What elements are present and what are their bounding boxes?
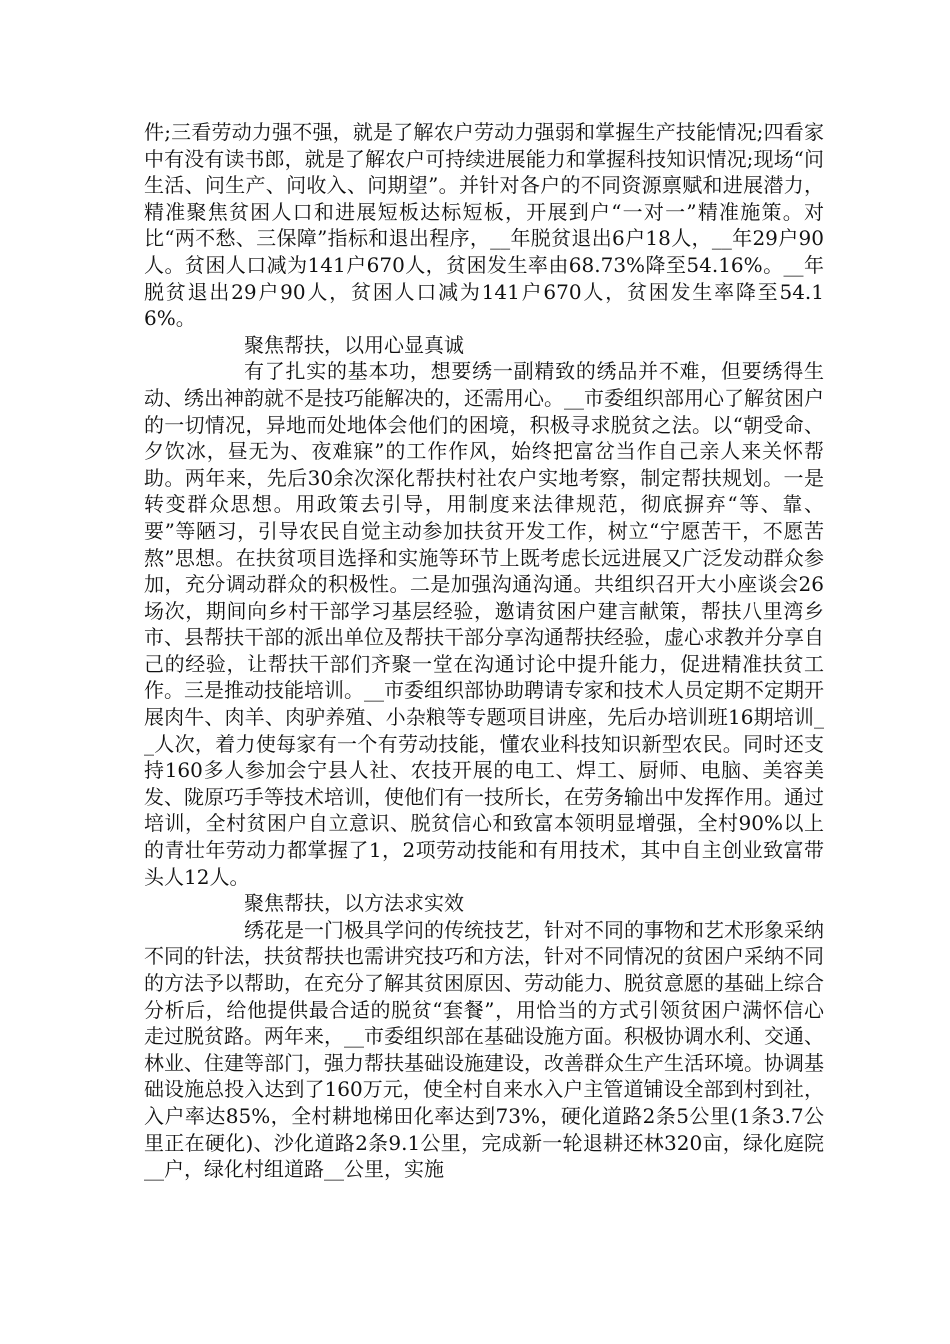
paragraph-intro: 件;三看劳动力强不强，就是了解农户劳动力强弱和掌握生产技能情况;四看家中有没有读书郎，就是了解农户可持续进展能力和掌握科技知识情况;现场“问生活、问生产、问收入、问期望”。并针对各户的不同资源禀赋和进展潜力，精准聚焦贫困人口和进展短板达标短板，开展到户“一对一”精准施策。对比“两不愁、三保障”指标和退出程序，__年脱贫退出6户18人，__年29户90人。贫困人口减为141户670人，贫困发生率由68.73%降至54.16%。__年脱贫退出29户90人，贫困人口减为141户670人，贫困发生率降至54.16%。 <box>144 120 824 331</box>
document-body <box>144 119 824 1183</box>
paragraph-methods: 绣花是一门极具学问的传统技艺，针对不同的事物和艺术形象采纳不同的针法，扶贫帮扶也需讲究技巧和方法，针对不同情况的贫困户采纳不同的方法予以帮助，在充分了解其贫困原因、劳动能力、脱贫意愿的基础上综合分析后，给他提供最合适的脱贫“套餐”，用恰当的方式引领贫困户满怀信心走过脱贫路。两年来，__市委组织部在基础设施方面。积极协调水利、交通、林业、住建等部门，强力帮扶基础设施建设，改善群众生产生活环境。协调基础设施总投入达到了160万元，使全村自来水入户主管道铺设全部到村到社，入户率达85%，全村耕地梯田化率达到73%，硬化道路2条5公里(1条3.7公里正在硬化)、沙化道路2条9.1公里，完成新一轮退耕还林320亩，绿化庭院__户，绿化村组道路__公里，实施 <box>144 917 824 1182</box>
paragraph-sincerity: 有了扎实的基本功，想要绣一副精致的绣品并不难，但要绣得生动、绣出神韵就不是技巧能解决的，还需用心。__市委组织部用心了解贫困户的一切情况，异地而处地体会他们的困境，积极寻求脱贫之法。以“朝受命、夕饮冰，昼无为、夜难寐”的工作作风，始终把富岔当作自己亲人来关怀帮助。两年来，先后30余次深化帮扶村社农户实地考察，制定帮扶规划。一是转变群众思想。用政策去引导，用制度来法律规范，彻底摒弃“等、靠、要”等陋习，引导农民自觉主动参加扶贫开发工作，树立“宁愿苦干，不愿苦熬”思想。在扶贫项目选择和实施等环节上既考虑长远进展又广泛发动群众参加，充分调动群众的积极性。二是加强沟通沟通。共组织召开大小座谈会26场次，期间向乡村干部学习基层经验，邀请贫困户建言献策，帮扶八里湾乡市、县帮扶干部的派出单位及帮扶干部分享沟通帮扶经验，虚心求教并分享自己的经验，让帮扶干部们齐聚一堂在沟通讨论中提升能力，促进精准扶贫工作。三是推动技能培训。__市委组织部协助聘请专家和技术人员定期不定期开展肉牛、肉羊、肉驴养殖、小杂粮等专题项目讲座，先后办培训班16期培训__人次，着力使每家有一个有劳动技能，懂农业科技知识新型农民。同时还支持160多人参加会宁县人社、农技开展的电工、焊工、厨师、电脑、美容美发、陇原巧手等技术培训，使他们有一技所长，在劳务输出中发挥作用。通过培训，全村贫困户自立意识、脱贫信心和致富本领明显增强，全村90%以上的青壮年劳动力都掌握了1，2项劳动技能和有用技术，其中自主创业致富带头人12人。 <box>144 359 824 889</box>
section-heading-sincerity: 聚焦帮扶，以用心显真诚 <box>244 332 464 357</box>
section-heading-methods: 聚焦帮扶，以方法求实效 <box>244 891 464 916</box>
